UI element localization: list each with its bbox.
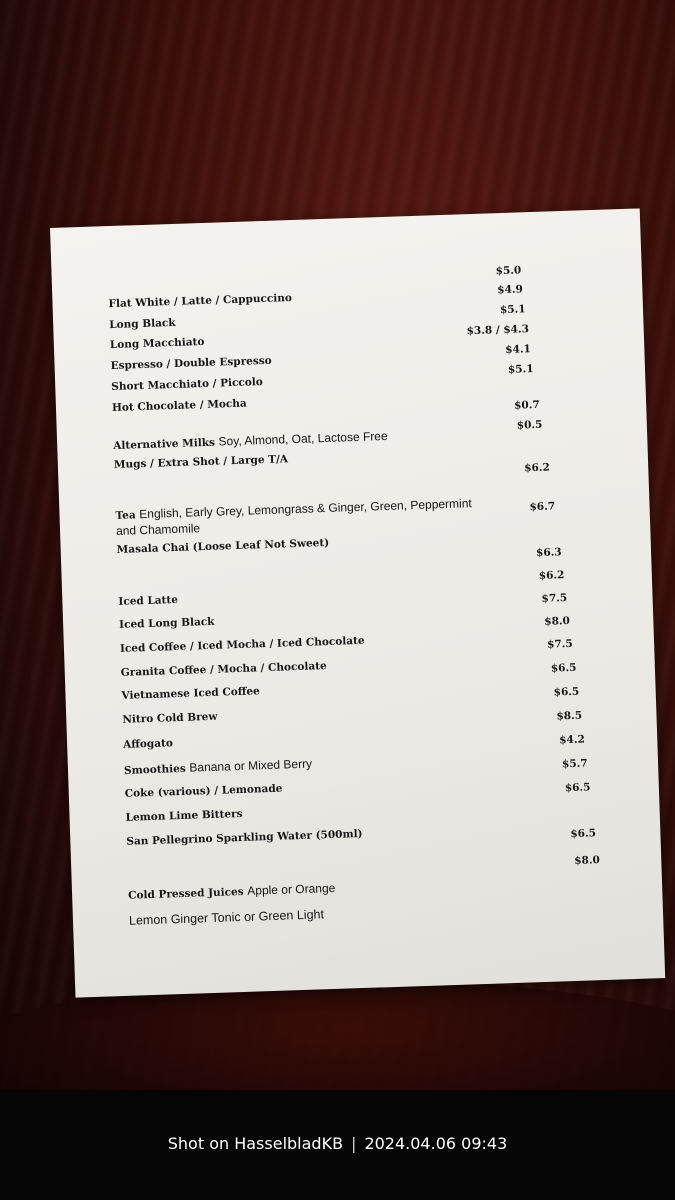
menu-price: $5.1 [507,363,534,376]
menu-item: Flat White / Latte / Cappuccino [108,292,293,311]
menu-price: $4.2 [559,733,586,747]
menu-item: Tea English, Early Grey, Lemongrass & Ginger, Green, Peppermint [115,496,472,522]
menu-price: $7.5 [541,592,568,605]
caption-separator: | [351,1134,357,1153]
menu-price: $6.3 [535,546,562,560]
menu-item: Alternative Milks Soy, Almond, Oat, Lactose Free [113,428,388,453]
menu-item: Granita Coffee / Mocha / Chocolate [120,660,327,679]
menu-item: Iced Coffee / Iced Mocha / Iced Chocolate [119,634,365,655]
menu-price: $0.5 [516,418,543,432]
menu-price: $6.5 [553,685,580,699]
menu-price: $8.0 [544,614,571,628]
menu-price: $8.5 [556,709,583,723]
menu-item: Mugs / Extra Shot / Large T/A [113,453,289,472]
menu-price: $6.2 [524,461,550,475]
menu-price: $3.8 / $4.3 [466,323,530,338]
menu-item: Espresso / Double Espresso [110,354,272,373]
menu-item: Cold Pressed Juices Apple or Orange [127,880,336,902]
menu-item-continued: and Chamomile [115,521,201,538]
menu-sheet [50,208,665,997]
menu-price: $6.2 [538,569,565,582]
camera-device-label: Shot on HasselbladKB [167,1134,344,1153]
menu-price: $5.1 [499,303,526,317]
menu-price: $6.7 [529,500,556,514]
menu-item: San Pellegrino Sparkling Water (500ml) [126,827,363,848]
menu-item: Masala Chai (Loose Leaf Not Sweet) [116,536,330,556]
menu-price: $6.5 [550,661,577,675]
menu-item: Iced Long Black [118,615,215,631]
menu-price: $5.0 [495,264,522,278]
menu-price: $0.7 [513,398,540,412]
menu-item: Lemon Lime Bitters [125,807,243,824]
menu-item: Short Macchiato / Piccolo [111,376,264,394]
menu-item: Iced Latte [118,593,179,608]
menu-price: $8.0 [574,854,601,867]
menu-item: Hot Chocolate / Mocha [111,397,247,415]
camera-watermark [0,1134,675,1153]
menu-price: $5.7 [561,757,588,771]
menu-price: $4.1 [505,343,532,356]
menu-item: Nitro Cold Brew [122,710,218,726]
menu-item: Vietnamese Iced Coffee [121,685,260,702]
menu-item: Smoothies Banana or Mixed Berry [123,756,313,777]
menu-item: Lemon Ginger Tonic or Green Light [128,907,325,928]
menu-item: Long Black [109,316,176,332]
menu-price: $7.5 [546,637,573,651]
menu-price: $6.5 [570,827,597,841]
menu-price: $6.5 [564,781,591,795]
menu-price: $4.9 [497,283,524,297]
menu-item: Long Macchiato [109,335,205,352]
capture-datetime: 2024.04.06 09:43 [364,1134,508,1153]
menu-item: Coke (various) / Lemonade [124,782,283,800]
menu-item: Affogato [122,737,174,751]
